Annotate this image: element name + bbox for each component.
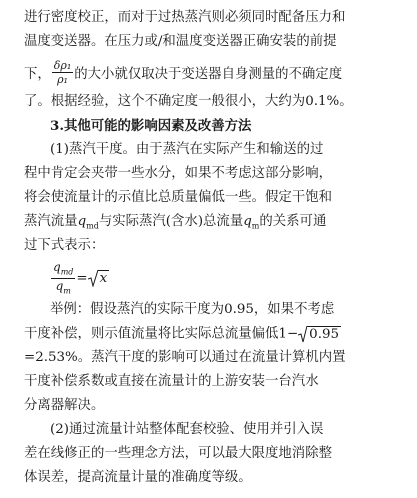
- radicand: x: [99, 270, 108, 286]
- text-line: 进行密度校正，而对于过热蒸汽则必须同时配备压力和: [24, 10, 346, 25]
- text-fragment: 的关系可通: [259, 214, 327, 229]
- text-line: 了。根据经验，这个不确定度一般很小，大约为0.1%。: [24, 94, 353, 109]
- radicand: 0.95: [309, 326, 339, 342]
- text-fragment: 与实际蒸汽(含水)总流量: [98, 214, 244, 229]
- text-line: (1)蒸汽干度。由于蒸汽在实际产生和输送的过: [50, 142, 324, 157]
- text-line: 程中肯定会夹带一些水分，如果不考虑这部分影响，: [24, 166, 332, 181]
- dryness-formula: [24, 258, 405, 298]
- text-line: 干度补偿系数或直接在流量计的上游安装一台汽水: [24, 374, 319, 389]
- cut-off-line: [24, 490, 405, 498]
- square-root-icon: [298, 322, 307, 346]
- fraction-denominator: $q_m$: [55, 278, 71, 295]
- text-line: 分离器解决。: [24, 398, 105, 413]
- fraction-denominator: ρ₁: [57, 72, 68, 86]
- text-line: 体误差，提高流量计量的准确度等级。: [24, 470, 252, 485]
- fraction-numerator: $q_{md}$: [53, 260, 74, 277]
- variable: q: [77, 214, 87, 229]
- density-fraction: [52, 60, 74, 85]
- text-fragment: 下，: [24, 66, 51, 82]
- text-fragment: 的大小就仅取决于变送器自身测量的不确定度: [74, 66, 343, 82]
- subscript: m: [251, 221, 260, 231]
- text-fragment: 干度补偿，则示值流量将比实际总流量偏低1−: [24, 326, 299, 342]
- text-line-with-fraction: [24, 54, 405, 90]
- equals-sign: =: [76, 270, 88, 286]
- section-heading: 3.其他可能的影响因素及改善方法: [50, 118, 252, 134]
- text-line: 过下式表示：: [24, 238, 105, 253]
- text-line: 举例：假设蒸汽的实际干度为0.95，如果不考虑: [50, 302, 335, 317]
- text-line: (2)通过流量计站整体配套校验、使用并引入误: [50, 422, 324, 437]
- text-line-with-root: [24, 322, 405, 346]
- text-line: =2.53%。蒸汽干度的影响可以通过在流量计算机内置: [24, 350, 346, 365]
- text-line: 将会使流量计的示值比总质量偏低一些。假定干饱和: [24, 190, 332, 205]
- text-line: 差在线修正的一些理念方法，可以最大限度地消除整: [24, 446, 332, 461]
- fraction-numerator: δρ₁: [53, 58, 72, 72]
- square-root-icon: [88, 269, 98, 287]
- flow-ratio-fraction: [51, 261, 75, 295]
- text-fragment: 蒸汽流量: [24, 214, 78, 229]
- text-line-with-variables: [24, 210, 405, 234]
- variable: q: [243, 214, 252, 229]
- text-line: 温度变送器。在压力或/和温度变送器正确安装的前提: [24, 34, 337, 49]
- subscript: md: [86, 221, 99, 231]
